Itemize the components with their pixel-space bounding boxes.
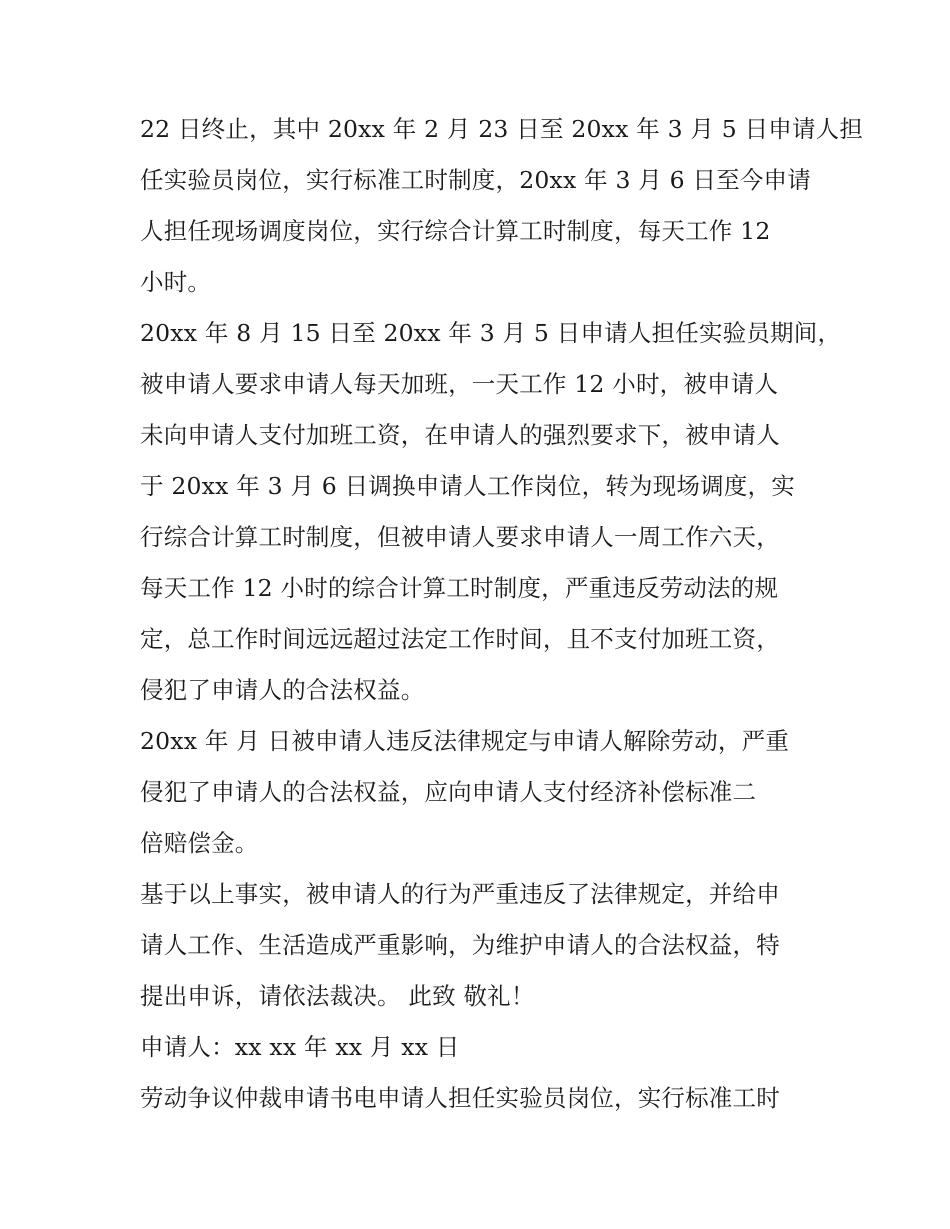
text-line-14: 侵犯了申请人的合法权益，应向申请人支付经济补偿标准二 <box>140 778 757 806</box>
text-line-15: 倍赔偿金。 <box>140 829 259 857</box>
text-line-4: 小时。 <box>140 268 212 296</box>
text-line-16: 基于以上事实，被申请人的行为严重违反了法律规定，并给申 <box>140 880 780 908</box>
text-line-5: 20xx 年 8 月 15 日至 20xx 年 3 月 5 日申请人担任实验员期间， <box>140 319 842 347</box>
text-line-18: 提出申诉，请依法裁决。 此致 敬礼！ <box>140 982 535 1010</box>
text-line-17: 请人工作、生活造成严重影响，为维护申请人的合法权益，特 <box>140 931 780 959</box>
text-line-11: 定，总工作时间远远超过法定工作时间，且不支付加班工资， <box>140 625 780 653</box>
text-line-1: 22 日终止，其中 20xx 年 2 月 23 日至 20xx 年 3 月 5 日申请人担 <box>140 115 864 143</box>
text-line-12: 侵犯了申请人的合法权益。 <box>140 676 425 704</box>
text-line-2: 任实验员岗位，实行标准工时制度，20xx 年 3 月 6 日至今申请 <box>140 166 811 194</box>
text-line-10: 每天工作 12 小时的综合计算工时制度，严重违反劳动法的规 <box>140 574 779 602</box>
document-body <box>140 104 864 1124</box>
text-line-19: 申请人：xx xx 年 xx 月 xx 日 <box>140 1033 460 1061</box>
text-line-8: 于 20xx 年 3 月 6 日调换申请人工作岗位，转为现场调度，实 <box>140 472 795 500</box>
text-line-9: 行综合计算工时制度，但被申请人要求申请人一周工作六天， <box>140 523 780 551</box>
text-line-7: 未向申请人支付加班工资，在申请人的强烈要求下，被申请人 <box>140 421 780 449</box>
text-line-3: 人担任现场调度岗位，实行综合计算工时制度，每天工作 12 <box>140 217 771 245</box>
text-line-20: 劳动争议仲裁申请书电申请人担任实验员岗位，实行标准工时 <box>140 1084 780 1112</box>
text-line-6: 被申请人要求申请人每天加班，一天工作 12 小时，被申请人 <box>140 370 779 398</box>
text-line-13: 20xx 年 月 日被申请人违反法律规定与申请人解除劳动，严重 <box>140 727 790 755</box>
